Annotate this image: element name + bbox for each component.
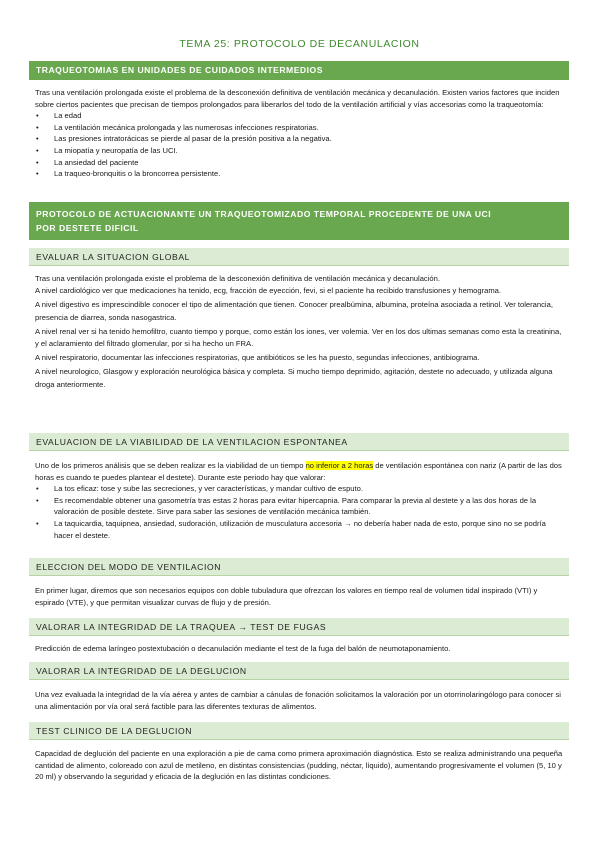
highlighted-text: no inferior a 2 horas	[305, 461, 374, 470]
list-item: • La tos eficaz: tose y sube las secreciones, y ver características, y mandar cultivo de esputo.	[35, 483, 563, 495]
section-body-test-clinico	[35, 748, 563, 783]
paragraph: Capacidad de deglución del paciente en una exploración a pie de cama como primera aproximación diagnóstica. Esto se realiza administrando una pequeña cantidad de alimento, coloreado con azul de metileno, en distintas consistencias (pudding, néctar, líquido), aumentando progresivamente el volumen (5, 10 y 20 ml) y observando la seguridad y eficacia de la deglución en las distintas condiciones.	[35, 749, 563, 782]
section-heading-traqueotomias: TRAQUEOTOMIAS EN UNIDADES DE CUIDADOS INTERMEDIOS	[29, 61, 569, 80]
section-body-situacion-global	[35, 273, 563, 391]
section-body-integridad-deglucion	[35, 689, 563, 712]
paragraph: En primer lugar, diremos que son necesarios equipos con doble tubuladura que ofrezcan los valores en tiempo real de volumen tidal inspirado (VTI) y espirado (VTE), y que permitan visualizar curvas de flujo y de presión.	[35, 586, 538, 607]
section-heading-integridad-deglucion: VALORAR LA INTEGRIDAD DE LA DEGLUCION	[29, 662, 569, 680]
list-item: • La miopatía y neuropatía de las UCI.	[35, 145, 563, 157]
list-item: • La traqueo-bronquitis o la broncorrea persistente.	[35, 168, 563, 180]
section-heading-situacion-global: EVALUAR LA SITUACION GLOBAL	[29, 248, 569, 266]
paragraph: Tras una ventilación prolongada existe el problema de la desconexión definitiva de ventilación mecánica y decanulación.	[35, 274, 440, 283]
heading-line: POR DESTETE DIFICIL	[36, 223, 139, 233]
paragraph	[35, 460, 563, 483]
list-item: • Las presiones intratorácicas se pierde al pasar de la presión positiva a la negativa.	[35, 133, 563, 145]
list-item: • La taquicardia, taquipnea, ansiedad, sudoración, utilización de musculatura accesoria → no debería haber nada de esto, porque sino no se podría hacer el destete.	[35, 518, 563, 541]
text-run: Uno de los primeros análisis que se deben realizar es la viabilidad de un tiempo	[35, 461, 306, 470]
page-title: TEMA 25: PROTOCOLO DE DECANULACION	[179, 38, 420, 50]
paragraph: Predicción de edema laríngeo postextubación o decanulación mediante el test de la fuga del balón de neumotaponamiento.	[35, 644, 451, 653]
paragraph: A nivel cardiológico ver que medicaciones ha tenido, ecg, fracción de eyección, fevi, si el paciente ha recibido transfusiones y hemograma.	[35, 286, 502, 296]
section-heading-modo-ventilacion: ELECCION DEL MODO DE VENTILACION	[29, 558, 569, 576]
list-item: • La edad	[35, 110, 563, 122]
paragraph: A nivel renal ver si ha tenido hemofiltro, cuanto tiempo y porque, como están los iones, ver volemia. Ver en los dos ultimas semanas como esta la creatinina, y el aclaramiento del filtrado glomerular, por si ha hecho un FRA.	[35, 326, 562, 349]
text-run: de ventilación espontánea con nariz (A partir de las dos horas es cuando te puedes plantear el destete). Durante este periodo hay que valorar:	[35, 461, 562, 482]
list-item: • Es recomendable obtener una gasometría tras estas 2 horas para evitar hipercapnia. Para comparar la previa al destete y a las dos horas de la valoración de posible destete. Sirve para saber las sesiones de ventilación mecánica también.	[35, 495, 563, 518]
section-heading-test-fugas: VALORAR LA INTEGRIDAD DE LA TRAQUEA → TEST DE FUGAS	[29, 618, 569, 636]
paragraph: A nivel respiratorio, documentar las infecciones respiratorias, que antibióticos se les ha puesto, segundas infecciones, antibiograma.	[35, 353, 480, 363]
paragraph: Tras una ventilación prolongada existe el problema de la desconexión definitiva de ventilación mecánica y decanulación. Existen varios factores que inciden sobre ciertos pacientes que precisan de tiempos prolongados para liberarlos del todo de la ventilación artificial y vías accesorias como la traqueotomía:	[35, 88, 560, 109]
section-heading-test-clinico: TEST CLINICO DE LA DEGLUCION	[29, 722, 569, 740]
section-heading-viabilidad: EVALUACION DE LA VIABILIDAD DE LA VENTILACION ESPONTANEA	[29, 433, 569, 451]
section-body-traqueotomias	[35, 87, 563, 180]
list-item: • La ventilación mecánica prolongada y las numerosas infecciones respiratorias.	[35, 122, 563, 134]
paragraph: A nivel neurologico, Glasgow y exploración neurológica básica y completa. Si mucho tiempo deprimido, agitación, destete no adecuado, y utilizada alguna droga anteriormente.	[35, 367, 553, 389]
bullet-list	[35, 110, 563, 180]
section-body-test-fugas	[35, 643, 563, 655]
heading-line: PROTOCOLO DE ACTUACIONANTE UN TRAQUEOTOMIZADO TEMPORAL PROCEDENTE DE UNA UCI	[36, 209, 492, 219]
section-body-modo-ventilacion	[35, 585, 563, 608]
list-item: • La ansiedad del paciente	[35, 157, 563, 169]
bullet-list	[35, 483, 563, 541]
paragraph: Una vez evaluada la integridad de la vía aérea y antes de cambiar a cánulas de fonación solicitamos la valoración por un otorrinolaringólogo para conocer si una alimentación por vía oral será factible para las diferentes texturas de alimentos.	[35, 690, 561, 711]
paragraph: A nivel digestivo es imprescindible conocer el tipo de alimentación que tienen. Conocer prealbúmina, albumina, proteína asociada a retinol. Ver tolerancia, presencia de diarrea, sonda nasogastrica.	[35, 300, 553, 322]
section-heading-protocolo	[29, 202, 569, 240]
section-body-viabilidad	[35, 460, 563, 541]
